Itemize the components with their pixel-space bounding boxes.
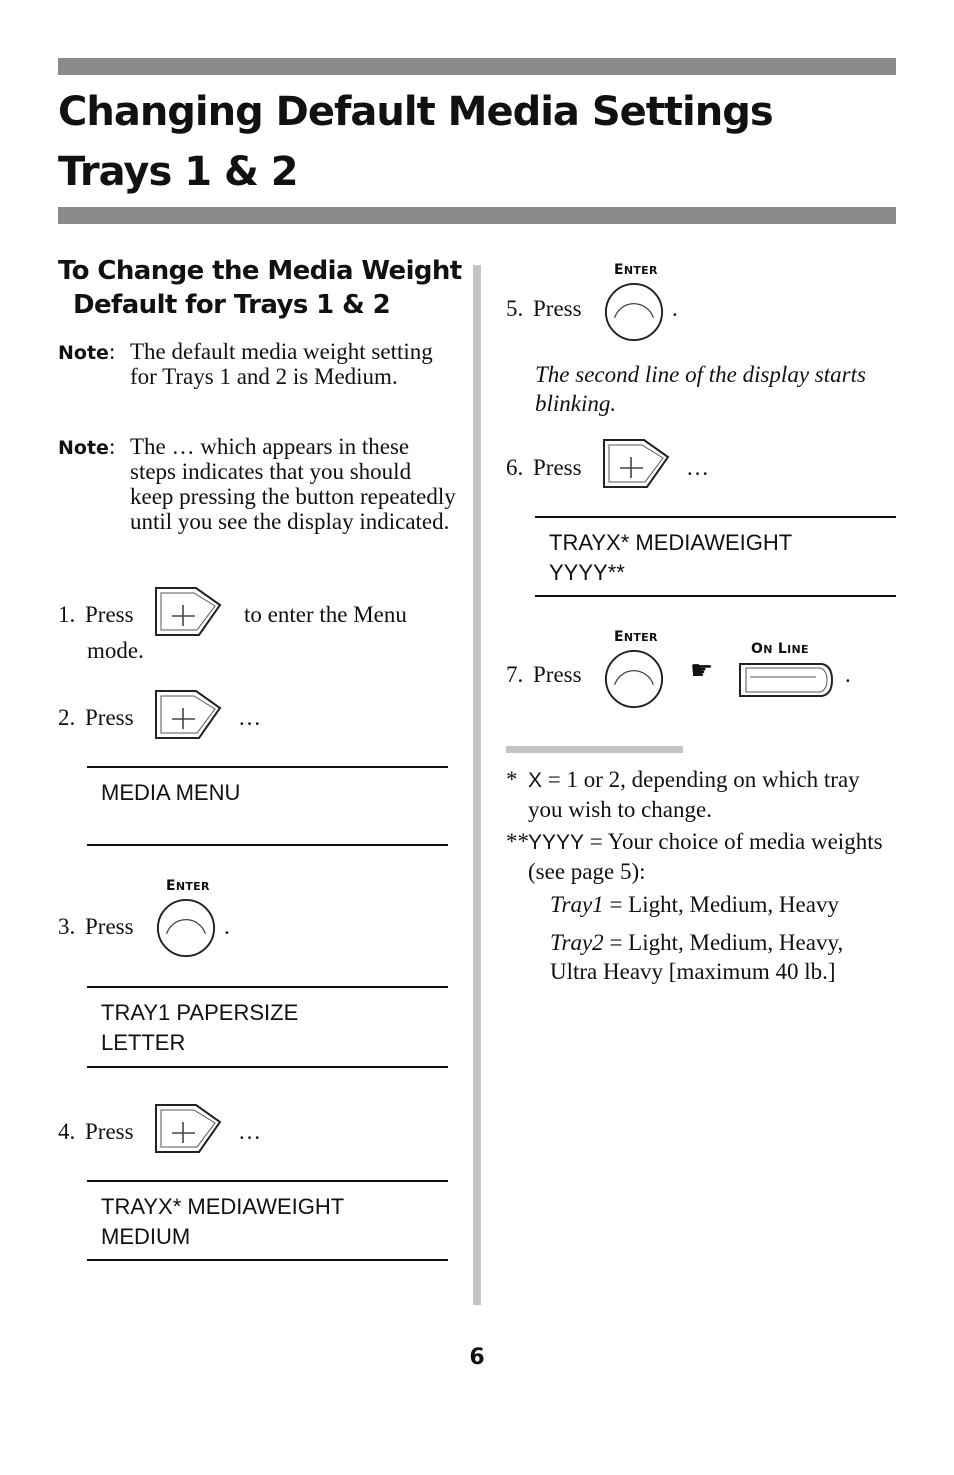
step-number: 3. <box>58 914 76 939</box>
enter-key-label: ENTER <box>614 629 658 645</box>
enter-button-icon[interactable] <box>603 648 665 710</box>
step-2 <box>58 705 134 730</box>
note-text: The default media weight setting for Trays 1 and 2 is Medium. <box>130 339 433 389</box>
step-number: 2. <box>58 705 76 730</box>
online-button-icon[interactable] <box>736 658 836 702</box>
step-press-label: Press <box>85 1119 134 1144</box>
step-number: 6. <box>506 455 524 480</box>
menu-plus-icon[interactable] <box>153 688 223 742</box>
enter-button-icon[interactable] <box>155 897 217 959</box>
footnote-text: YYYY = Your choice of media weights (see page 5): <box>528 829 883 884</box>
note-label: Note: <box>58 339 116 364</box>
note-text: The … which appears in these steps indicates that you should keep pressing the button repeatedly until you see the display indicated. <box>130 434 456 534</box>
page-title-line1: Changing Default Media Settings <box>58 89 773 135</box>
step-4-after: … <box>238 1119 261 1144</box>
step-1-cont: mode. <box>87 638 144 663</box>
step-7-after: . <box>845 662 851 687</box>
header-rule-top <box>58 58 896 75</box>
footnote-marker: * <box>506 767 518 792</box>
enter-key-label: ENTER <box>614 262 658 278</box>
section-heading <box>58 254 468 322</box>
enter-key-label: ENTER <box>166 878 210 894</box>
page-title <box>58 82 773 202</box>
step-press-label: Press <box>533 296 582 321</box>
note-1 <box>58 339 458 389</box>
note-2 <box>58 434 458 534</box>
step-7 <box>506 662 582 687</box>
step-5-note: The second line of the display starts blinking. <box>535 362 866 416</box>
online-key-label: ON LINE <box>751 641 809 657</box>
step-3-after: . <box>224 914 230 939</box>
footnote-rule <box>506 746 683 753</box>
step-number: 4. <box>58 1119 76 1144</box>
step-press-label: Press <box>85 914 134 939</box>
step-press-label: Press <box>533 455 582 480</box>
step-1-after: to enter the Menu <box>244 602 407 627</box>
lcd-line-2: YYYY** <box>549 560 625 585</box>
tray-option-2: Tray2 = Light, Medium, Heavy, Ultra Heavy [maximum 40 lb.] <box>550 930 844 984</box>
step-5 <box>506 296 582 321</box>
lcd-display <box>87 766 448 846</box>
menu-plus-icon[interactable] <box>153 1102 223 1156</box>
footnote-1 <box>506 765 898 824</box>
step-6-after: … <box>686 455 709 480</box>
pointing-hand-icon: ☛ <box>690 656 714 686</box>
menu-plus-icon[interactable] <box>601 437 671 491</box>
section-heading-line2: Default for Trays 1 & 2 <box>73 290 391 320</box>
step-press-label: Press <box>85 705 134 730</box>
menu-plus-icon[interactable] <box>153 585 223 639</box>
lcd-line-1: TRAY1 PAPERSIZE <box>101 1000 299 1025</box>
footnote-2 <box>506 827 898 886</box>
page-title-line2: Trays 1 & 2 <box>58 149 298 195</box>
step-press-label: Press <box>85 602 134 627</box>
step-number: 1. <box>58 602 76 627</box>
header-rule-bottom <box>58 207 896 224</box>
note-label: Note: <box>58 434 116 459</box>
lcd-line-1: TRAYX* MEDIAWEIGHT <box>101 1194 345 1219</box>
step-3 <box>58 914 134 939</box>
lcd-display <box>87 986 448 1068</box>
lcd-line-2: LETTER <box>101 1030 186 1055</box>
lcd-display <box>535 516 896 597</box>
footnote-text: X = 1 or 2, depending on which tray you wish to change. <box>528 767 860 822</box>
section-heading-line1: To Change the Media Weight <box>58 256 462 286</box>
lcd-line-2: MEDIUM <box>101 1224 191 1249</box>
page-number: 6 <box>469 1345 485 1370</box>
step-press-label: Press <box>533 662 582 687</box>
tray-option-1: Tray1 = Light, Medium, Heavy <box>550 892 839 917</box>
step-number: 5. <box>506 296 524 321</box>
lcd-display <box>87 1180 448 1261</box>
step-6 <box>506 455 582 480</box>
lcd-line-1: MEDIA MENU <box>101 780 241 805</box>
enter-button-icon[interactable] <box>603 281 665 343</box>
footnote-marker: ** <box>506 829 529 854</box>
step-2-after: … <box>238 705 261 730</box>
step-1 <box>58 602 134 627</box>
step-number: 7. <box>506 662 524 687</box>
column-divider <box>473 265 481 1305</box>
step-5-after: . <box>672 296 678 321</box>
lcd-line-1: TRAYX* MEDIAWEIGHT <box>549 530 793 555</box>
step-4 <box>58 1119 134 1144</box>
